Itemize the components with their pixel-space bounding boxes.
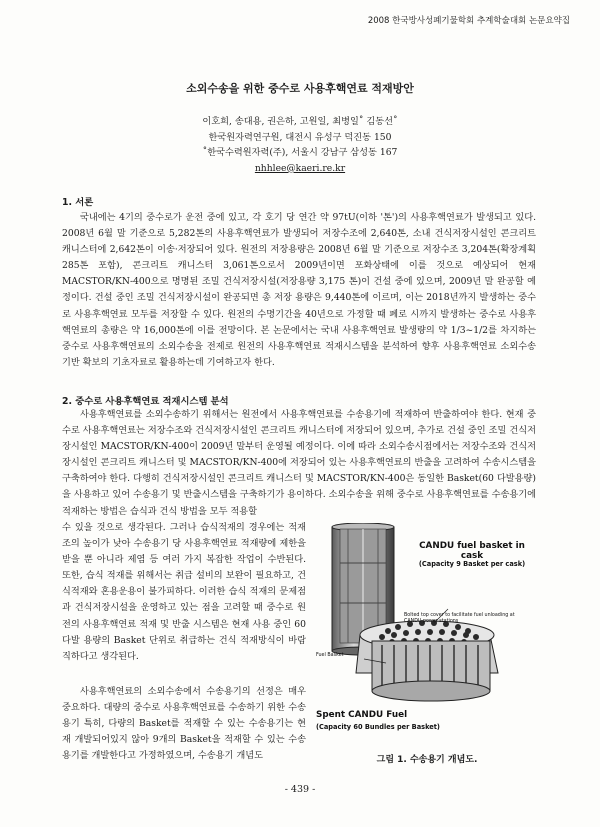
figure-label-basket: Fuel Basket xyxy=(316,653,344,658)
affiliation-1: 한국원자력연구원, 대전시 유성구 덕진동 150 xyxy=(208,131,392,143)
figure-transport-cask xyxy=(316,523,538,738)
figure-caption: 그림 1. 수송용기 개념도. xyxy=(376,755,478,765)
section-1-paragraph: 국내에는 4기의 중수로가 운전 중에 있고, 각 호기 당 연간 약 97tU(이하 '톤')의 사용후핵연료가 발생되고 있다. 2008년 6월 말 기준으로 5,282톤의 사용후핵연료가 발생되어 저장수조에 2,640톤, 소내 건식저장시설인 콘크리트 캐니스터에 2,642톤이 이송·저장되어 있다. 원전의 저장용량은 2008년 6월 말 기준으로 저장수조 3,204톤(확장계획 285톤 포함), 콘크리트 캐니스터 3,061톤으로서 2009년이면 포화상태에 이를 것으로 예상되어 현재 MACSTOR/KN-400으로 명명된 조밀 건식저장시설(저장용량 3,175 톤)이 건설 중에 있으며, 2009년 말 완공할 예정이다. 건설 중인 조밀 건식저장시설이 완공되면 총 저장 용량은 9,440톤에 이르며, 이는 2018년까지 발생하는 중수로 사용후핵연료 모두를 저장할 수 있다. 원전의 수명기간을 40년으로 가정할 때 폐로 시까지 발생하는 중수로 사용후핵연료의 총량은 약 16,000톤에 이를 전망이다. 본 논문에서는 국내 사용후핵연료 발생량의 약 1/3~1/2를 차지하는 중수로 사용후핵연료의 소외수송을 전제로 원전의 사용후핵연료 적재시스템을 분석하여 향후 사용후핵연료 소외수송 기반 확보의 기초자료로 활용하는데 기여하고자 한다. xyxy=(62,212,536,368)
email-link[interactable]: nhhlee@kaeri.re.kr xyxy=(254,162,346,174)
figure-label-capacity: (Capacity 9 Basket per cask) xyxy=(418,560,526,568)
page-number: - 439 - xyxy=(284,784,316,795)
section-2-paragraph-2: 사용후핵연료의 소외수송에서 수송용기의 선정은 매우 중요하다. 대량의 중수로 사용후핵연료를 수송하기 위한 수송용기 특히, 다량의 Basket를 적재할 수 있는 수송용기는 현재 개발되어있지 않아 9개의 Basket을 적재할 수 있는 수송용기를 개발한다고 가정하였으며, 수송용기 개념도 xyxy=(62,686,306,762)
authors: 이호희, 송대용, 권은하, 고원일, 최병일˚ 김동선˚ xyxy=(202,116,398,127)
section-2-paragraph-1-cont: 수 있을 것으로 생각된다. 그러나 습식적재의 경우에는 적재조의 높이가 낮아 수송용기 당 사용후핵연료 적재량에 제한을 받을 뿐 아니라 제염 등 여러 가지 복잡한 작업이 수반된다. 또한, 습식 적재를 위해서는 취급 설비의 보완이 필요하고, 건식적재와 혼용운용이 불가피하다. 이러한 습식 적재의 문제점과 건식저장시설을 운영하고 있는 점을 고려할 때 중수로 원전의 사용후핵연료 적재 및 반출 시스템은 현재 사용 중인 60다발 용량의 Basket 단위로 취급하는 건식 적재방식이 바람직하다고 생각된다. xyxy=(62,522,306,662)
figure-label-cask: CANDU fuel basket in cask xyxy=(419,541,525,561)
figure-label-spent: Spent CANDU Fuel xyxy=(316,710,408,720)
section-1-heading: 1. 서론 xyxy=(62,197,94,208)
author-block xyxy=(0,114,600,176)
running-head: 2008 한국방사성폐기물학회 추계학술대회 논문요약집 xyxy=(367,16,570,26)
section-2-paragraph-1: 사용후핵연료를 소외수송하기 위해서는 원전에서 사용후핵연료를 수송용기에 적재하여 반출하여야 한다. 현재 중수로 사용후핵연료는 저장수조와 건식저장시설인 콘크리트 캐니스터에 저장되어 있으며, 추가로 건설 중인 조밀 건식저장시설인 MACSTOR/KN-400이 2009년 말부터 운영될 예정이다. 이에 따라 소외수송시점에서는 저장수조와 건식저장시설인 콘크리트 캐니스터 및 MACSTOR/KN-400에 저장되어 있는 사용후핵연료의 반출을 고려하여 수송시스템을 구축하여야 한다. 다행히 건식저장시설인 콘크리트 캐니스터 및 MACSTOR/KN-400은 동일한 Basket(60 다발용량)을 사용하고 있어 수송용기 및 반출시스템을 구축하기가 용이하다. 소외수송을 위해 중수로 사용후핵연료를 수송용기에 적재하는 방법은 습식과 건식 방법을 모두 적용할 xyxy=(62,409,536,517)
section-2-heading: 2. 중수로 사용후핵연료 적재시스템 분석 xyxy=(62,396,229,407)
figure-label-cover: Bolted top cover to facilitate fuel unloading at CANDU power stations xyxy=(404,613,515,624)
affiliation-2: ˚한국수력원자력(주), 서울시 강남구 삼성동 167 xyxy=(202,147,398,159)
paper-title: 소외수송을 위한 중수로 사용후핵연료 적재방안 xyxy=(186,82,414,95)
figure-label-bundles: (Capacity 60 Bundles per Basket) xyxy=(316,723,440,731)
